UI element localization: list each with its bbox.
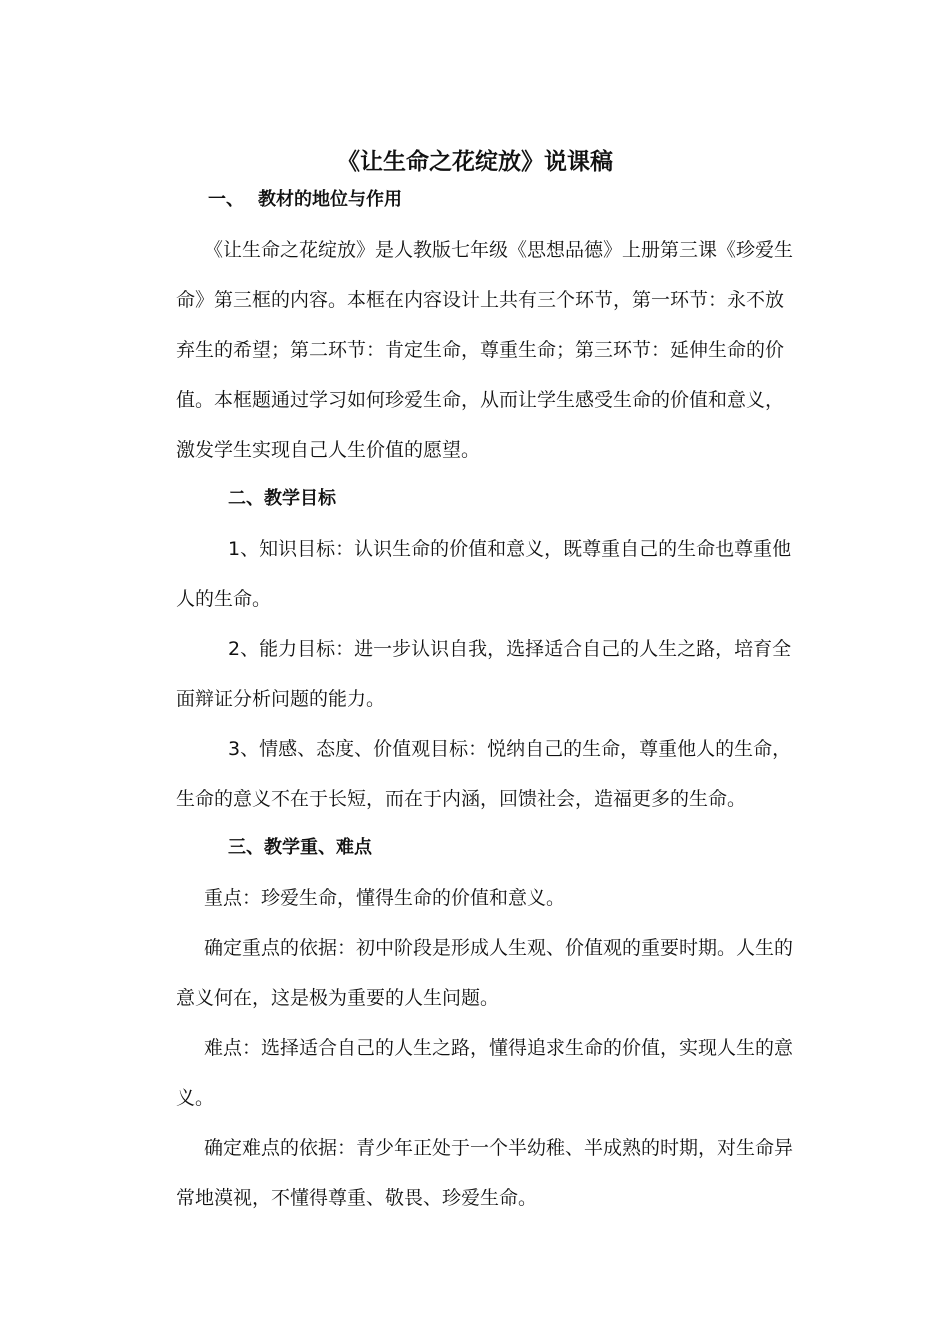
paragraph-line: 人的生命。	[176, 588, 272, 610]
paragraph-line: 3、情感、态度、价值观目标：悦纳自己的生命，尊重他人的生命，	[228, 738, 792, 760]
paragraph-line: 义。	[176, 1087, 215, 1109]
paragraph-line: 命》第三框的内容。本框在内容设计上共有三个环节，第一环节：永不放	[176, 289, 785, 311]
paragraph-line: 激发学生实现自己人生价值的愿望。	[176, 439, 481, 461]
paragraph-line: 确定难点的依据：青少年正处于一个半幼稚、半成熟的时期，对生命异	[204, 1137, 794, 1159]
section-number-1: 一、	[208, 189, 244, 210]
paragraph-line: 2、能力目标：进一步认识自我，选择适合自己的人生之路，培育全	[228, 638, 792, 660]
paragraph-line: 意义何在，这是极为重要的人生问题。	[176, 987, 500, 1009]
paragraph-line: 重点：珍爱生命，懂得生命的价值和意义。	[204, 887, 566, 909]
paragraph-line: 常地漠视，不懂得尊重、敬畏、珍爱生命。	[176, 1187, 538, 1209]
paragraph-line: 生命的意义不在于长短，而在于内涵，回馈社会，造福更多的生命。	[176, 788, 747, 810]
paragraph-line: 《让生命之花绽放》是人教版七年级《思想品德》上册第三课《珍爱生	[204, 239, 794, 261]
paragraph-line: 弃生的希望；第二环节：肯定生命，尊重生命；第三环节：延伸生命的价	[176, 339, 785, 361]
section-title-1: 教材的地位与作用	[258, 189, 402, 210]
document-title: 《让生命之花绽放》说课稿	[337, 149, 613, 175]
section-heading-1	[208, 186, 402, 214]
paragraph-line: 1、知识目标：认识生命的价值和意义，既尊重自己的生命也尊重他	[228, 538, 792, 560]
section-heading-2: 二、教学目标	[228, 488, 336, 509]
paragraph-line: 确定重点的依据：初中阶段是形成人生观、价值观的重要时期。人生的	[204, 937, 794, 959]
paragraph-line: 难点：选择适合自己的人生之路，懂得追求生命的价值，实现人生的意	[204, 1037, 794, 1059]
section-heading-3: 三、教学重、难点	[228, 837, 372, 858]
paragraph-line: 面辩证分析问题的能力。	[176, 688, 386, 710]
paragraph-line: 值。本框题通过学习如何珍爱生命，从而让学生感受生命的价值和意义，	[176, 389, 785, 411]
